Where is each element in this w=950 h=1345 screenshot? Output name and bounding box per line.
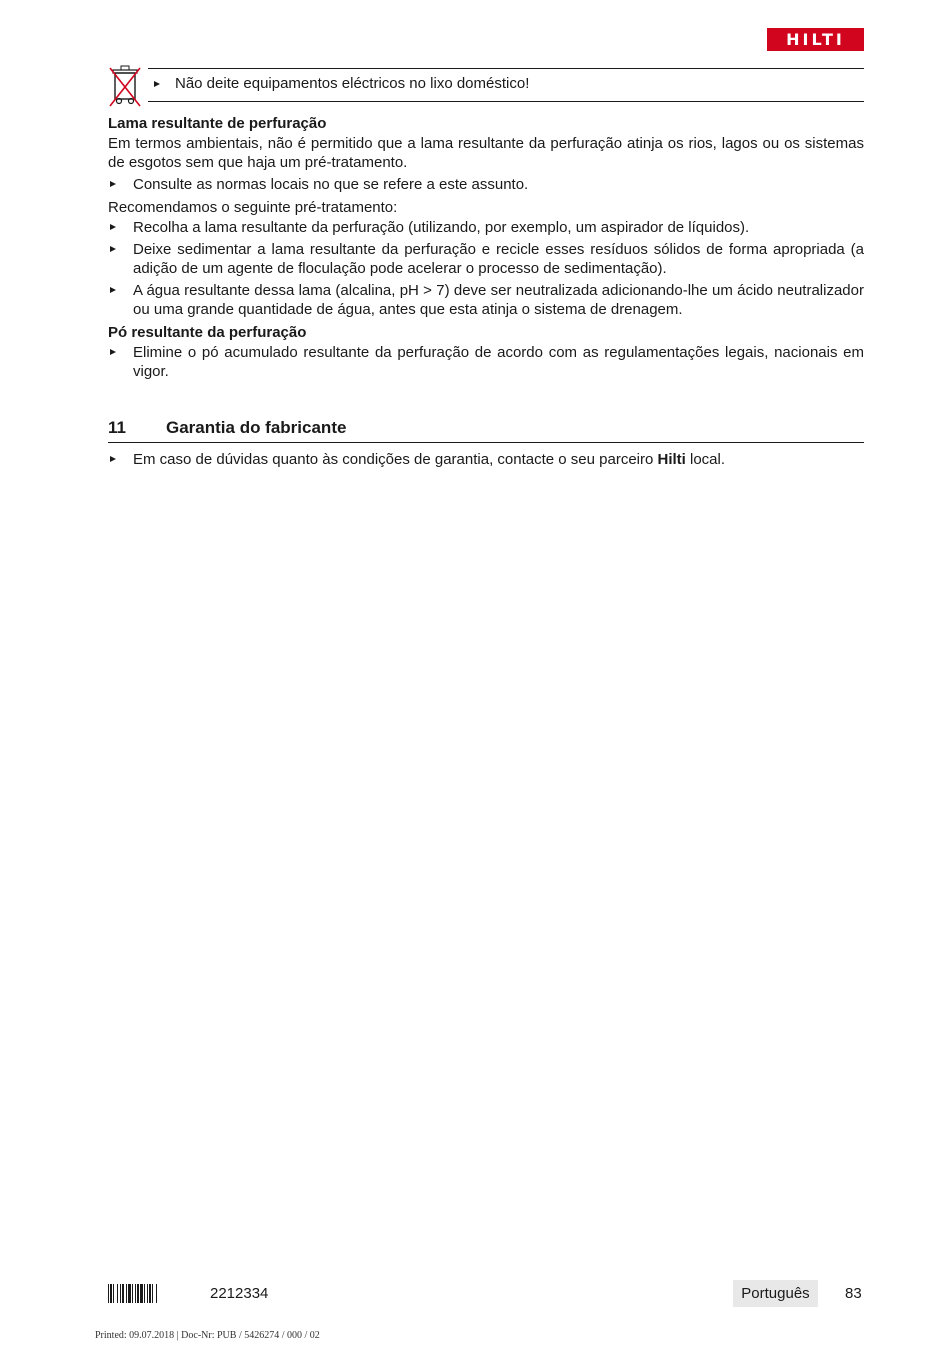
mud-intro: Em termos ambientais, não é permitido que a lama resultante da perfuração atinja os rios, lagos ou os sistemas de esgotos sem que haja um pré-tratamento. xyxy=(108,135,864,171)
dust-heading: Pó resultante da perfuração xyxy=(108,324,307,341)
list-item xyxy=(154,74,864,93)
document-number: 2212334 xyxy=(210,1285,269,1302)
section-number: 11 xyxy=(108,418,126,437)
bullet-icon xyxy=(110,349,116,355)
warranty-list xyxy=(108,450,864,469)
list-item: A água resultante dessa lama (alcalina, pH > 7) deve ser neutralizada adicionando-lhe um ácido neutralizador ou uma grande quantidade de água, antes que esta atinja o sistema de drenagem. xyxy=(108,281,864,319)
section-title: Garantia do fabricante xyxy=(166,418,347,437)
bullet-icon xyxy=(110,456,116,462)
divider xyxy=(148,68,864,69)
list-item: Recolha a lama resultante da perfuração (utilizando, por exemplo, um aspirador de líquidos). xyxy=(108,218,864,237)
main-content xyxy=(108,114,864,384)
list-item: Elimine o pó acumulado resultante da perfuração de acordo com as regulamentações legais, nacionais em vigor. xyxy=(108,343,864,381)
hilti-logo: HILTI xyxy=(767,28,864,51)
dust-list xyxy=(108,343,864,381)
bullet-icon xyxy=(154,81,160,87)
disposal-text: Não deite equipamentos eléctricos no lixo doméstico! xyxy=(175,75,530,92)
divider xyxy=(148,101,864,102)
language-badge: Português xyxy=(733,1280,818,1307)
mud-list xyxy=(108,175,864,194)
list-item: Deixe sedimentar a lama resultante da perfuração e recicle esses resíduos sólidos de forma apropriada (a adição de um agente de floculação pode acelerar o processo de sedimentação). xyxy=(108,240,864,278)
brand-name: Hilti xyxy=(657,451,686,468)
warranty-content xyxy=(108,450,864,472)
barcode-icon xyxy=(108,1284,191,1303)
disposal-notice xyxy=(108,64,864,108)
page-number: 83 xyxy=(845,1285,862,1302)
bullet-icon xyxy=(110,181,116,187)
print-info: Printed: 09.07.2018 | Doc-Nr: PUB / 5426274 / 000 / 02 xyxy=(95,1330,320,1341)
mud-heading: Lama resultante de perfuração xyxy=(108,115,327,132)
recommend-text: Recomendamos o seguinte pré-tratamento: xyxy=(108,199,398,216)
list-item: Consulte as normas locais no que se refere a este assunto. xyxy=(108,175,864,194)
section-heading xyxy=(108,418,864,443)
bullet-icon xyxy=(110,246,116,252)
pretreatment-steps xyxy=(108,218,864,319)
bullet-icon xyxy=(110,287,116,293)
crossed-out-wheelie-bin-icon xyxy=(108,64,142,108)
list-item: Em caso de dúvidas quanto às condições de garantia, contacte o seu parceiro Hilti local. xyxy=(108,450,864,469)
bullet-icon xyxy=(110,224,116,230)
